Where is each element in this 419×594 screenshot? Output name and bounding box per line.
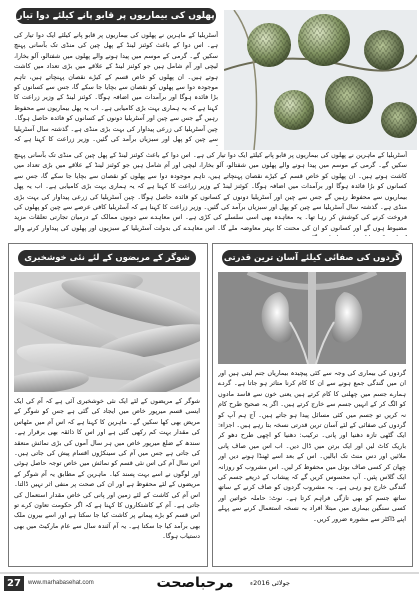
article2-paragraph: شوگر کے مریضوں کے لئے ایک نئی خوشخبری آئی ہے کہ آم کی ایک ایسی قسم میرپور خاص میں ایجاد کی گئی ہے جس کو شوگر کے مریض بھی کھا سکیں گے۔ ماہرین کا کہنا ہے کہ اس آم میں مٹھاس کی مقدار بہت کم رکھی گئی ہے اور اس کا ذائقہ بھی برقرار ہے۔ سندھ کے ضلع میرپور خاص میں ہر سال آموں کی بڑی نمائش منعقد کی جاتی ہے جس میں آم کی سینکڑوں اقسام پیش کی جاتی ہیں۔ اس سال آم کی اس نئی قسم کو نمائش میں خاص توجہ حاصل ہوئی اور لوگوں نے اسے بہت پسند کیا۔ ماہرین کے مطابق یہ آم شوگر کے مریضوں کے لئے محفوظ ہے اور ان کی صحت پر منفی اثر نہیں ڈالتا۔ اس آم کی کاشت کے لئے زمین اور پانی کی خاص مقدار استعمال کی جاتی ہے۔ آم کے کاشتکاروں کا کہنا ہے کہ اگر حکومت تعاون کرے تو اس قسم کو بڑے پیمانے پر کاشت کیا جا سکتا ہے اور اسے بیرون ملک بھی برآمد کیا جا سکتا ہے۔ یہ آم آئندہ سال سے عام مارکیٹ میں بھی دستیاب ہوگا۔	[14, 397, 200, 541]
website-url: www.marhabasehat.com	[28, 580, 94, 586]
article1-paragraph: آسٹریلیا کے ماہرین نے پھلوں کی بیماریوں پر قابو پانے کیلئے ایک دوا تیار کی ہے۔ اس دوا کے باعث کوئنز لینڈ کے پھل چین کی منڈی تک بآسانی پہنچ سکیں گے۔ گرمی کے موسم میں پیدا ہونے والے پھلوں میں شفتالو، آلو بخارا، لیچی اور آم شامل ہیں جو کوئنز لینڈ کے علاقے میں بڑی تعداد میں کاشت ہوتے ہیں۔ ان پھلوں کو خاص قسم کے کیڑے نقصان پہنچاتے ہیں، تاہم موجودہ دوا سے پھلوں کو نقصان سے بچایا جا سکے گا، جس سے کسانوں کو بڑا فائدہ ہوگا اور برآمدات میں اضافہ ہوگا۔ کوئنز لینڈ کے وزیر زراعت کا کہنا ہے کہ یہ ہماری بہت بڑی کامیابی ہے۔ اب یہ پھل بیماریوں سے محفوظ رہیں گے جس سے چین اور آسٹریلیا دونوں کے کسانوں کو فائدہ حاصل ہوگا۔ چین آسٹریلیا کی زرعی پیداوار کی بہت بڑی منڈی ہے۔ گذشتہ سال آسٹریلیا سے چین کو پھل اور سبزیاں برآمد کی گئیں۔ وزیر زراعت کا کہنا ہے کہ	[14, 31, 218, 144]
article2-headline: شوگر کے مریضوں کے لئے نئی خوشخبری	[18, 250, 196, 266]
article3-paragraph: گردوں کی بیماری کی وجہ سے کئی پیچیدہ بیماریاں جنم لیتی ہیں اور ان میں گندگی جمع ہونے سے ان کا کام کرنا متاثر ہو جاتا ہے۔ گردے ہمارے جسم میں چھلنی کا کام کرتے ہیں یعنی خون سے فاسد مادوں کو الگ کر کے انہیں جسم سے خارج کرتے ہیں۔ اگر یہ صحیح طرح کام نہ کریں تو جسم میں کئی مسائل پیدا ہو جاتے ہیں۔ آج ہم آپ کو گردوں کی صفائی کے لئے آسان ترین قدرتی نسخہ بتا رہے ہیں۔ اجزاء: ایک گٹھی تازہ دھنیا اور پانی۔ ترکیب: دھنیا کو اچھی طرح دھو کر باریک کاٹ لیں اور ایک برتن میں ڈال دیں۔ اب اس میں صاف پانی ملائیں اور دس منٹ تک ابالیں۔ اس کے بعد اسے ٹھنڈا ہونے دیں اور چھان کر کسی صاف بوتل میں محفوظ کر لیں۔ اس مشروب کو روزانہ ایک گلاس پئیں۔ آپ محسوس کریں گے کہ پیشاب کے ذریعے جسم کی گندگی خارج ہو رہی ہے۔ یہ مشروب گردوں کو صاف کرنے کے ساتھ ساتھ جسم کو بھی تازگی فراہم کرتا ہے۔ نوٹ: حاملہ خواتین اور کسی سنگین بیماری میں مبتلا افراد یہ نسخہ استعمال کرنے سے پہلے اپنے ڈاکٹر سے مشورہ ضرور کریں۔	[218, 369, 406, 523]
article3-headline: گردوں کی صفائی کیلئے آسان ترین قدرتی	[222, 250, 402, 266]
rambutan-fruit-photo	[224, 10, 417, 150]
kidneys-illustration	[218, 272, 406, 364]
magazine-title: مرحباصحت	[156, 575, 234, 591]
page-number: 27	[4, 576, 24, 591]
mango-slices-photo	[14, 272, 200, 392]
article1-headline: پھلوں کی بیماریوں پر قابو پانے کیلئے دوا تیار	[16, 8, 216, 24]
article2-body	[14, 396, 200, 560]
article3-body	[218, 368, 406, 560]
issue-date: جولائی 2016ء	[250, 579, 290, 587]
article1-body-wide	[14, 150, 407, 236]
article1-paragraph-continued: آسٹریلیا کے ماہرین نے پھلوں کی بیماریوں پر قابو پانے کیلئے ایک دوا تیار کی ہے۔ اس دوا کے باعث کوئنز لینڈ کے پھل چین کی منڈی تک بآسانی پہنچ سکیں گے۔ گرمی کے موسم میں پیدا ہونے والے پھلوں میں شفتالو، آلو بخارا، لیچی اور آم شامل ہیں جو کوئنز لینڈ کے علاقے میں بڑی تعداد میں کاشت ہوتے ہیں۔ ان پھلوں کو خاص قسم کے کیڑے نقصان پہنچاتے ہیں، تاہم موجودہ دوا سے پھلوں کو نقصان سے بچایا جا سکے گا، جس سے کسانوں کو بڑا فائدہ ہوگا اور برآمدات میں اضافہ ہوگا۔ کوئنز لینڈ کے وزیر زراعت کا کہنا ہے کہ یہ ہماری بہت بڑی کامیابی ہے۔ اب یہ پھل بیماریوں سے محفوظ رہیں گے جس سے چین اور آسٹریلیا دونوں کے کسانوں کو فائدہ حاصل ہوگا۔ چین آسٹریلیا کی زرعی پیداوار کی بہت بڑی منڈی ہے۔ گذشتہ سال آسٹریلیا سے چین کو پھل اور سبزیاں برآمد کی گئیں۔ وزیر زراعت کا کہنا ہے کہ آسٹریلیا کافی عرصے سے چین کو پھلوں کی فروخت کرنے کی کوشش کر رہا تھا۔ یہ معاہدہ بھی اسی سلسلے کی کڑی ہے۔ اس معاہدے سے دونوں ممالک کے درمیان تجارتی تعلقات مزید مضبوط ہوں گے اور کسانوں کو ان کی محنت کا بہتر معاوضہ ملے گا۔ اس معاہدے کی بدولت آسٹریلیا کے سبزیوں اور پھلوں کی پیداوار کرنے والے	[14, 151, 407, 232]
article1-body	[14, 30, 218, 146]
